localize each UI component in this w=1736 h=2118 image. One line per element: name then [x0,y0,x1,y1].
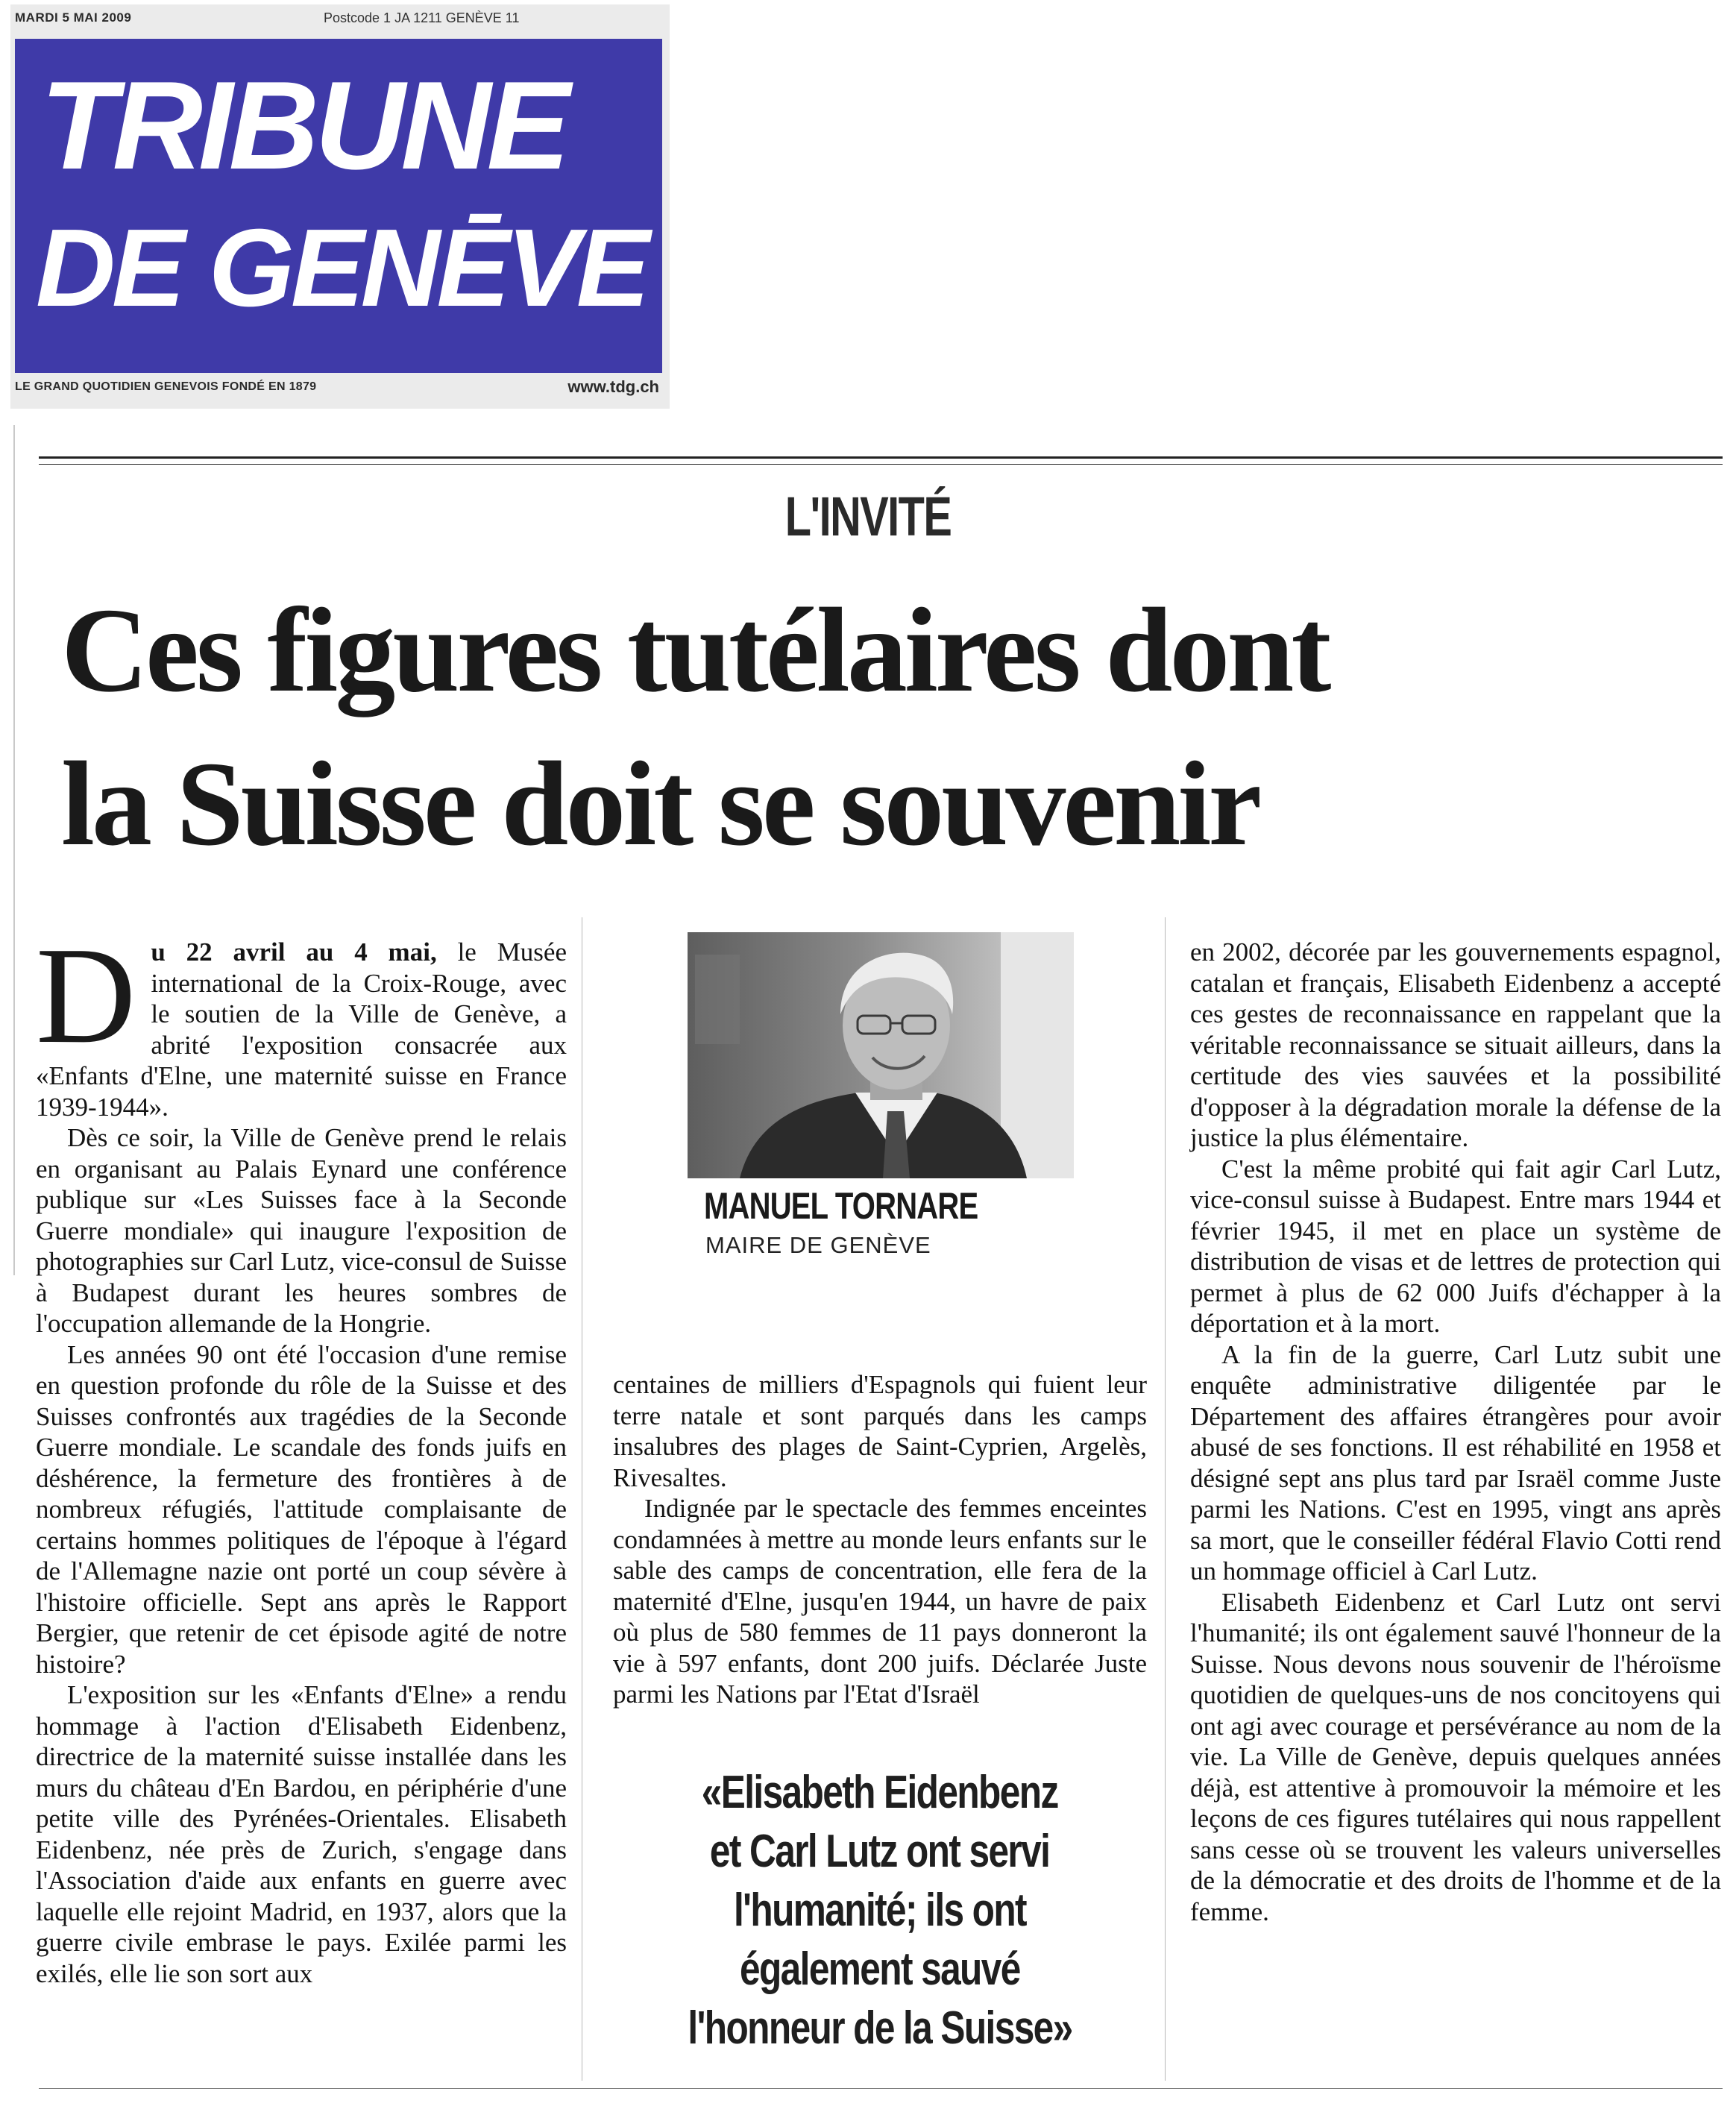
left-margin-rule [13,425,15,1275]
paragraph-8: Elisabeth Eidenbenz et Carl Lutz ont servi l'humanité; ils ont également sauvé l'honneur de la Suisse. Nous devons nous souvenir de l'héroïsme quotidien de quelques-uns de nos concitoyens qui ont agi avec courage et persévérance au nom de la vie. La Ville de Genève, depuis quelques années déjà, est attentive à promouvoir la mémoire et les leçons de ces figures tutélaires qui nous rappellent sans cesse où se trouvent les valeurs universelles de la démocratie et des droits de l'homme et de la femme. [1190,1587,1721,1926]
headline-line-1: Ces figures tutélaires dont [61,584,1329,717]
drop-cap: D [36,919,136,1072]
paragraph-7: A la fin de la guerre, Carl Lutz subit une enquête administrative diligentée par le Département des affaires étrangères pour avoir abusé de ses fonctions. Il est réhabilité en 1958 et désigné sept ans plus tard par Israël comme Juste parmi les Nations. C'est en 1995, vingt ans après sa mort, que le conseiller fédéral Flavio Cotti rend un hommage officiel à Carl Lutz. [1190,1339,1721,1586]
pull-quote-line-2: et Carl Lutz ont servi [710,1826,1050,1877]
pull-quote-line-4: également sauvé [740,1943,1020,1995]
author-portrait-photo [688,932,1074,1178]
pull-quote-line-1: «Elisabeth Eidenbenz [702,1767,1058,1818]
pull-quote [613,1763,1147,2058]
masthead-date: MARDI 5 MAI 2009 [15,10,132,25]
masthead-slogan: LE GRAND QUOTIDIEN GENEVOIS FONDÉ EN 1879 [15,380,317,393]
bottom-rule [39,2088,1723,2089]
lead-text: le Musée international de la Croix-Rouge, avec le soutien de la Ville de Genève, a abrité l'exposition consacrée aux «Enfants d'Elne, une maternité suisse en France 1939-1944». [36,937,567,1122]
paragraph-6: C'est la même probité qui fait agir Carl Lutz, vice-consul suisse à Budapest. Entre mars 1944 et février 1945, il met en place un système de distribution de visas et de lettres de protection qui permet à plus de 62 000 Juifs d'échapper à la déportation et à la mort. [1190,1154,1721,1338]
pull-quote-line-3: l'humanité; ils ont [734,1885,1026,1936]
paragraph-3: Les années 90 ont été l'occasion d'une remise en question profonde du rôle de la Suisse et des Suisses confrontés aux tragédies de la Seconde Guerre mondiale. Le scandale des fonds juifs en déshérence, la fermeture des frontières à de nombreux réfugiés, l'attitude complaisante de certains hommes politiques de l'époque à l'égard de l'Allemagne nazie ont porté un coup sévère à l'histoire officielle. Sept ans après le Rapport Bergier, que retenir de cet épisode agité de notre histoire? [36,1339,567,1679]
lead-bold-dates: u 22 avril au 4 mai, [151,937,437,967]
masthead-title-line1: TRIBUNE [40,55,566,195]
paragraph-5-part-2: en 2002, décorée par les gouvernements espagnol, catalan et français, Elisabeth Eidenbenz a accepté ces gestes de reconnaissance en rappelant que la véritable reconnaissance se situait ailleurs, dans la certitude des vies sauvées et la possibilité d'opposer à la dégradation morale la défense de la justice la plus élémentaire. [1190,937,1721,1152]
pull-quote-line-5: l'honneur de la Suisse» [688,2002,1072,2054]
masthead-title-line2: DE GENĒVE [36,207,647,330]
article-column-1 [36,919,567,1989]
author-role: MAIRE DE GENÈVE [705,1232,931,1258]
masthead-website: www.tdg.ch [567,377,659,396]
top-double-rule-a [39,456,1723,459]
article-column-3 [1190,937,1721,1927]
article-column-2 [613,1369,1147,1710]
lead-paragraph [36,919,567,1122]
portrait-illustration [688,932,1074,1178]
column-divider-2 [1165,917,1166,2081]
article-headline [61,574,1702,882]
headline-line-2: la Suisse doit se souvenir [61,738,1259,871]
paragraph-4-part-1: L'exposition sur les «Enfants d'Elne» a rendu hommage à l'action d'Elisabeth Eidenbenz, directrice de la maternité suisse installée dans les murs du château d'En Bardou, en périphérie d'une petite ville des Pyrénées-Orientales. Elisabeth Eidenbenz, née près de Zurich, s'engage dans l'Association d'aide aux enfants en guerre avec laquelle elle rejoint Madrid, en 1937, alors que la guerre civile embrase le pays. Exilée parmi les exilés, elle lie son sort aux [36,1680,567,1988]
masthead-postcode: Postcode 1 JA 1211 GENÈVE 11 [324,10,520,25]
top-double-rule-b [39,464,1723,465]
masthead [10,4,670,409]
author-name: MANUEL TORNARE [704,1185,978,1227]
paragraph-2: Dès ce soir, la Ville de Genève prend le relais en organisant au Palais Eynard une conférence publique sur «Les Suisses face à la Seconde Guerre mondiale» qui inaugure l'exposition de photographies sur Carl Lutz, vice-consul de Suisse à Budapest durant les heures sombres de l'occupation allemande de la Hongrie. [36,1123,567,1338]
paragraph-4-part-2: centaines de milliers d'Espagnols qui fuient leur terre natale et sont parqués dans les camps insalubres des plages de Saint-Cyprien, Argelès, Rivesaltes. [613,1370,1147,1492]
section-kicker: L'INVITÉ [784,485,952,547]
paragraph-5-part-1: Indignée par le spectacle des femmes enceintes condamnées à mettre au monde leurs enfants sur le sable des camps de concentration, elle fera de la maternité d'Elne, jusqu'en 1944, un havre de paix où plus de 580 femmes de 11 pays donneront la vie à 597 enfants, dont 200 juifs. Déclarée Juste parmi les Nations par l'Etat d'Israël [613,1494,1147,1709]
